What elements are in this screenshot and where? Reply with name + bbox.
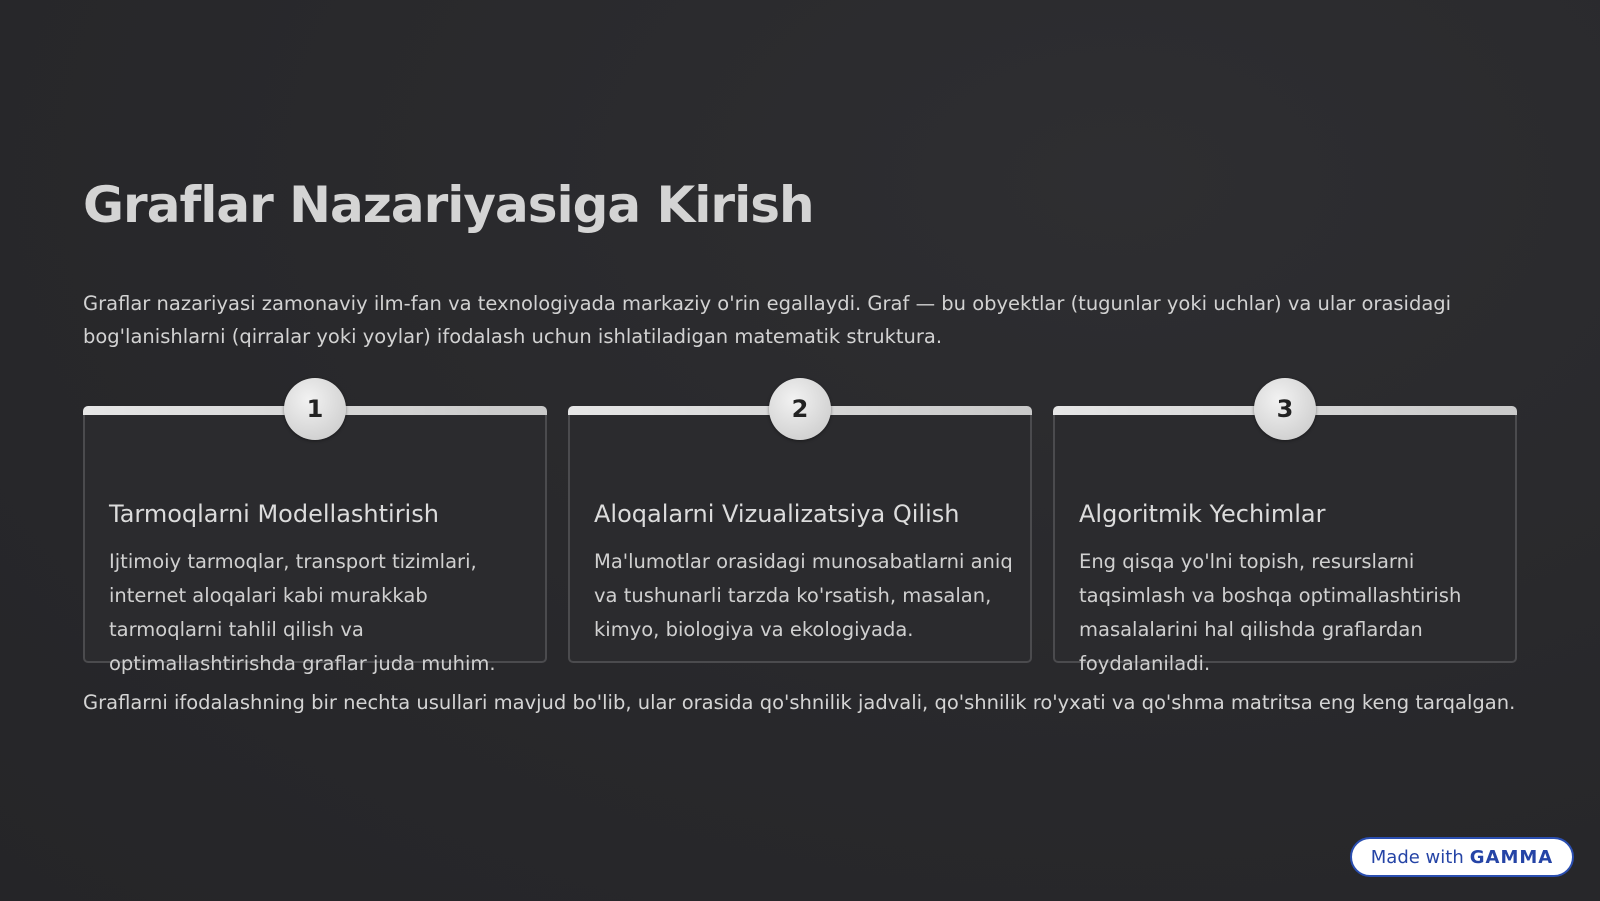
card-text: Ijtimoiy tarmoqlar, transport tizimlari, internet aloqalari kabi murakkab tarmoqlarni tahlil qilish va optimallashtirishda graflar juda muhim. (109, 550, 496, 675)
step-number-badge: 1 (284, 378, 346, 440)
card-text: Ma'lumotlar orasidagi munosabatlarni aniq va tushunarli tarzda ko'rsatish, masalan, kimyo, biologiya va ekologiyada. (594, 550, 1013, 641)
step-number-badge: 3 (1254, 378, 1316, 440)
gamma-logo: GAMMA (1469, 846, 1554, 868)
card-1 (83, 376, 547, 675)
card-title: Tarmoqlarni Modellashtirish (109, 500, 439, 528)
card-3 (1053, 376, 1517, 675)
slide-title: Graflar Nazariyasiga Kirish (83, 176, 814, 234)
card-body (83, 415, 547, 675)
made-with-gamma-badge[interactable] (1350, 837, 1574, 877)
card-2 (568, 376, 1032, 664)
card-title: Algoritmik Yechimlar (1079, 500, 1326, 528)
card-body (568, 415, 1032, 663)
cards-row (83, 376, 1517, 675)
card-title: Aloqalarni Vizualizatsiya Qilish (594, 500, 960, 528)
footer-paragraph: Graflarni ifodalashning bir nechta usullari mavjud bo'lib, ular orasida qo'shnilik jadvali, qo'shnilik ro'yxati va qo'shma matritsa eng keng tarqalgan. (83, 691, 1516, 714)
card-text: Eng qisqa yo'lni topish, resurslarni taqsimlash va boshqa optimallashtirish masalalarini hal qilishda graflardan foydalaniladi. (1079, 550, 1462, 675)
intro-paragraph: Graflar nazariyasi zamonaviy ilm-fan va texnologiyada markaziy o'rin egallaydi. Graf — bu obyektlar (tugunlar yoki uchlar) va ular orasidagi bog'lanishlarni (qirralar yoki yoylar) ifodalash uchun ishlatiladigan matematik struktura. (83, 292, 1452, 348)
step-number-badge: 2 (769, 378, 831, 440)
card-body (1053, 415, 1517, 675)
badge-label: Made with (1370, 846, 1464, 868)
